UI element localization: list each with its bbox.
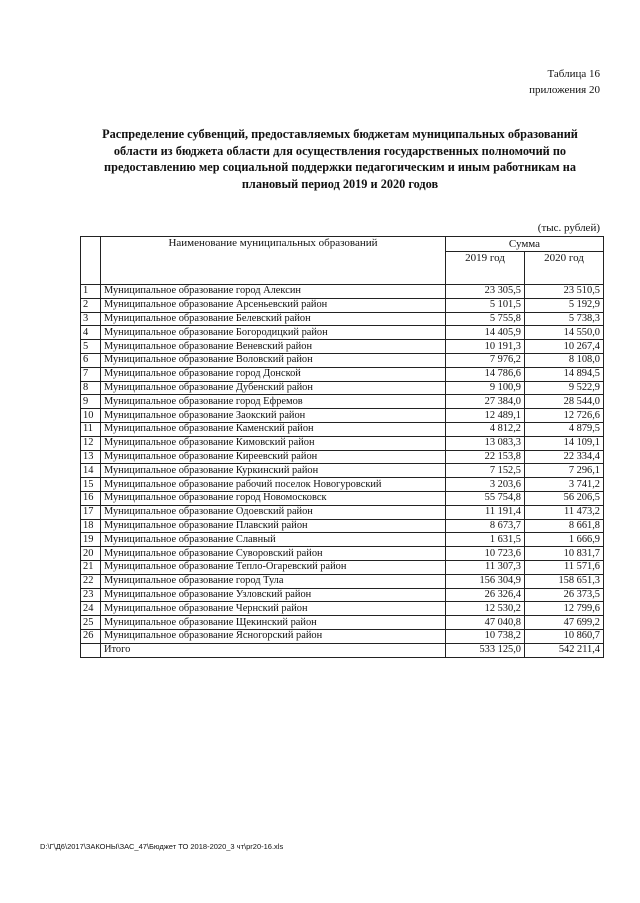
table-row [81,340,604,354]
row-number: 16 [81,491,101,505]
table-row [81,436,604,450]
value-2020: 5 738,3 [525,312,604,326]
file-path-footer: D:\Г\Д6\2017\ЗАКОНЫ\ЗАС_47\Бюджет ТО 2018-2020_3 чт\pr20-16.xls [40,842,284,851]
row-number [81,643,101,657]
value-2020: 4 879,5 [525,422,604,436]
document-title: Распределение субвенций, предоставляемых бюджетам муниципальных образований области из бюджета области для осуществления государственных полномочий по предоставлению мер социальной поддержки педагогическим и иным работникам на плановый период 2019 и 2020 годов [102,127,578,191]
value-2020: 9 522,9 [525,381,604,395]
municipality-name: Муниципальное образование Славный [101,533,446,547]
table-row [81,616,604,630]
municipality-name: Муниципальное образование Заокский район [101,409,446,423]
table-row [81,367,604,381]
table-row [81,409,604,423]
table-row [81,464,604,478]
row-number: 21 [81,560,101,574]
row-number: 17 [81,505,101,519]
table-row [81,588,604,602]
row-number: 19 [81,533,101,547]
value-2019: 11 191,4 [446,505,525,519]
value-2019: 4 812,2 [446,422,525,436]
table-row [81,298,604,312]
municipality-name: Муниципальное образование Дубенский район [101,381,446,395]
value-2020: 10 860,7 [525,629,604,643]
value-2019: 8 673,7 [446,519,525,533]
row-number: 9 [81,395,101,409]
table-row [81,533,604,547]
value-2020: 542 211,4 [525,643,604,657]
row-number: 13 [81,450,101,464]
value-2019: 26 326,4 [446,588,525,602]
value-2019: 11 307,3 [446,560,525,574]
value-2020: 47 699,2 [525,616,604,630]
municipality-name: Муниципальное образование Арсеньевский район [101,298,446,312]
row-number: 12 [81,436,101,450]
row-number: 18 [81,519,101,533]
subvention-table [80,236,604,658]
value-2019: 14 786,6 [446,367,525,381]
municipality-name: Итого [101,643,446,657]
table-row [81,450,604,464]
table-row [81,381,604,395]
row-number: 2 [81,298,101,312]
table-label: Таблица 16 [547,68,600,80]
value-2019: 10 191,3 [446,340,525,354]
municipality-name: Муниципальное образование город Тула [101,574,446,588]
value-2019: 23 305,5 [446,285,525,299]
value-2020: 22 334,4 [525,450,604,464]
municipality-name: Муниципальное образование Тепло-Огаревский район [101,560,446,574]
header-number-cell [81,237,101,285]
municipality-name: Муниципальное образование Плавский район [101,519,446,533]
value-2019: 22 153,8 [446,450,525,464]
municipality-name: Муниципальное образование Веневский район [101,340,446,354]
value-2019: 55 754,8 [446,491,525,505]
value-2019: 47 040,8 [446,616,525,630]
table-row [81,353,604,367]
table-row [81,326,604,340]
municipality-name: Муниципальное образование Чернский район [101,602,446,616]
header-sum: Сумма [446,237,604,252]
row-number: 23 [81,588,101,602]
value-2020: 12 799,6 [525,602,604,616]
municipality-name: Муниципальное образование рабочий поселок Новогуровский [101,478,446,492]
header-name: Наименование муниципальных образований [101,237,446,285]
municipality-name: Муниципальное образование Кимовский район [101,436,446,450]
row-number: 1 [81,285,101,299]
value-2019: 10 738,2 [446,629,525,643]
table-row [81,602,604,616]
table-row [81,478,604,492]
municipality-name: Муниципальное образование город Новомосковск [101,491,446,505]
value-2019: 7 152,5 [446,464,525,478]
header-year-2020: 2020 год [525,252,604,285]
row-number: 8 [81,381,101,395]
value-2019: 9 100,9 [446,381,525,395]
row-number: 4 [81,326,101,340]
municipality-name: Муниципальное образование Ясногорский район [101,629,446,643]
municipality-name: Муниципальное образование Суворовский район [101,547,446,561]
value-2019: 13 083,3 [446,436,525,450]
municipality-name: Муниципальное образование Каменский район [101,422,446,436]
row-number: 11 [81,422,101,436]
municipality-name: Муниципальное образование Куркинский район [101,464,446,478]
value-2020: 11 571,6 [525,560,604,574]
municipality-name: Муниципальное образование Воловский район [101,353,446,367]
row-number: 7 [81,367,101,381]
table-row [81,519,604,533]
value-2020: 10 831,7 [525,547,604,561]
table-row [81,395,604,409]
value-2020: 26 373,5 [525,588,604,602]
row-number: 14 [81,464,101,478]
row-number: 6 [81,353,101,367]
table-row [81,285,604,299]
municipality-name: Муниципальное образование Одоевский район [101,505,446,519]
table-reference [529,66,600,98]
municipality-name: Муниципальное образование Богородицкий район [101,326,446,340]
value-2020: 56 206,5 [525,491,604,505]
municipality-name: Муниципальное образование город Алексин [101,285,446,299]
value-2019: 1 631,5 [446,533,525,547]
value-2020: 10 267,4 [525,340,604,354]
municipality-name: Муниципальное образование Киреевский район [101,450,446,464]
row-number: 20 [81,547,101,561]
row-number: 22 [81,574,101,588]
value-2019: 533 125,0 [446,643,525,657]
value-2020: 8 661,8 [525,519,604,533]
row-number: 3 [81,312,101,326]
table-row [81,422,604,436]
row-number: 25 [81,616,101,630]
value-2020: 12 726,6 [525,409,604,423]
table-row [81,560,604,574]
value-2019: 156 304,9 [446,574,525,588]
value-2020: 23 510,5 [525,285,604,299]
table-row [81,312,604,326]
value-2020: 28 544,0 [525,395,604,409]
value-2020: 1 666,9 [525,533,604,547]
value-2019: 12 489,1 [446,409,525,423]
header-year-2019: 2019 год [446,252,525,285]
value-2019: 5 755,8 [446,312,525,326]
value-2019: 5 101,5 [446,298,525,312]
value-2019: 27 384,0 [446,395,525,409]
row-number: 10 [81,409,101,423]
table-row [81,547,604,561]
table-row [81,643,604,657]
value-2019: 12 530,2 [446,602,525,616]
table-row [81,491,604,505]
value-2020: 14 550,0 [525,326,604,340]
value-2019: 14 405,9 [446,326,525,340]
value-2020: 14 109,1 [525,436,604,450]
value-2019: 7 976,2 [446,353,525,367]
row-number: 24 [81,602,101,616]
row-number: 15 [81,478,101,492]
value-2019: 3 203,6 [446,478,525,492]
appendix-label: приложения 20 [529,84,600,96]
value-2020: 11 473,2 [525,505,604,519]
municipality-name: Муниципальное образование город Ефремов [101,395,446,409]
units-label: (тыс. рублей) [537,222,600,234]
table-row [81,574,604,588]
value-2020: 158 651,3 [525,574,604,588]
value-2020: 5 192,9 [525,298,604,312]
value-2019: 10 723,6 [446,547,525,561]
value-2020: 7 296,1 [525,464,604,478]
row-number: 26 [81,629,101,643]
municipality-name: Муниципальное образование Белевский район [101,312,446,326]
value-2020: 3 741,2 [525,478,604,492]
value-2020: 8 108,0 [525,353,604,367]
municipality-name: Муниципальное образование Узловский район [101,588,446,602]
row-number: 5 [81,340,101,354]
table-row [81,505,604,519]
municipality-name: Муниципальное образование Щекинский район [101,616,446,630]
value-2020: 14 894,5 [525,367,604,381]
table-row [81,629,604,643]
municipality-name: Муниципальное образование город Донской [101,367,446,381]
